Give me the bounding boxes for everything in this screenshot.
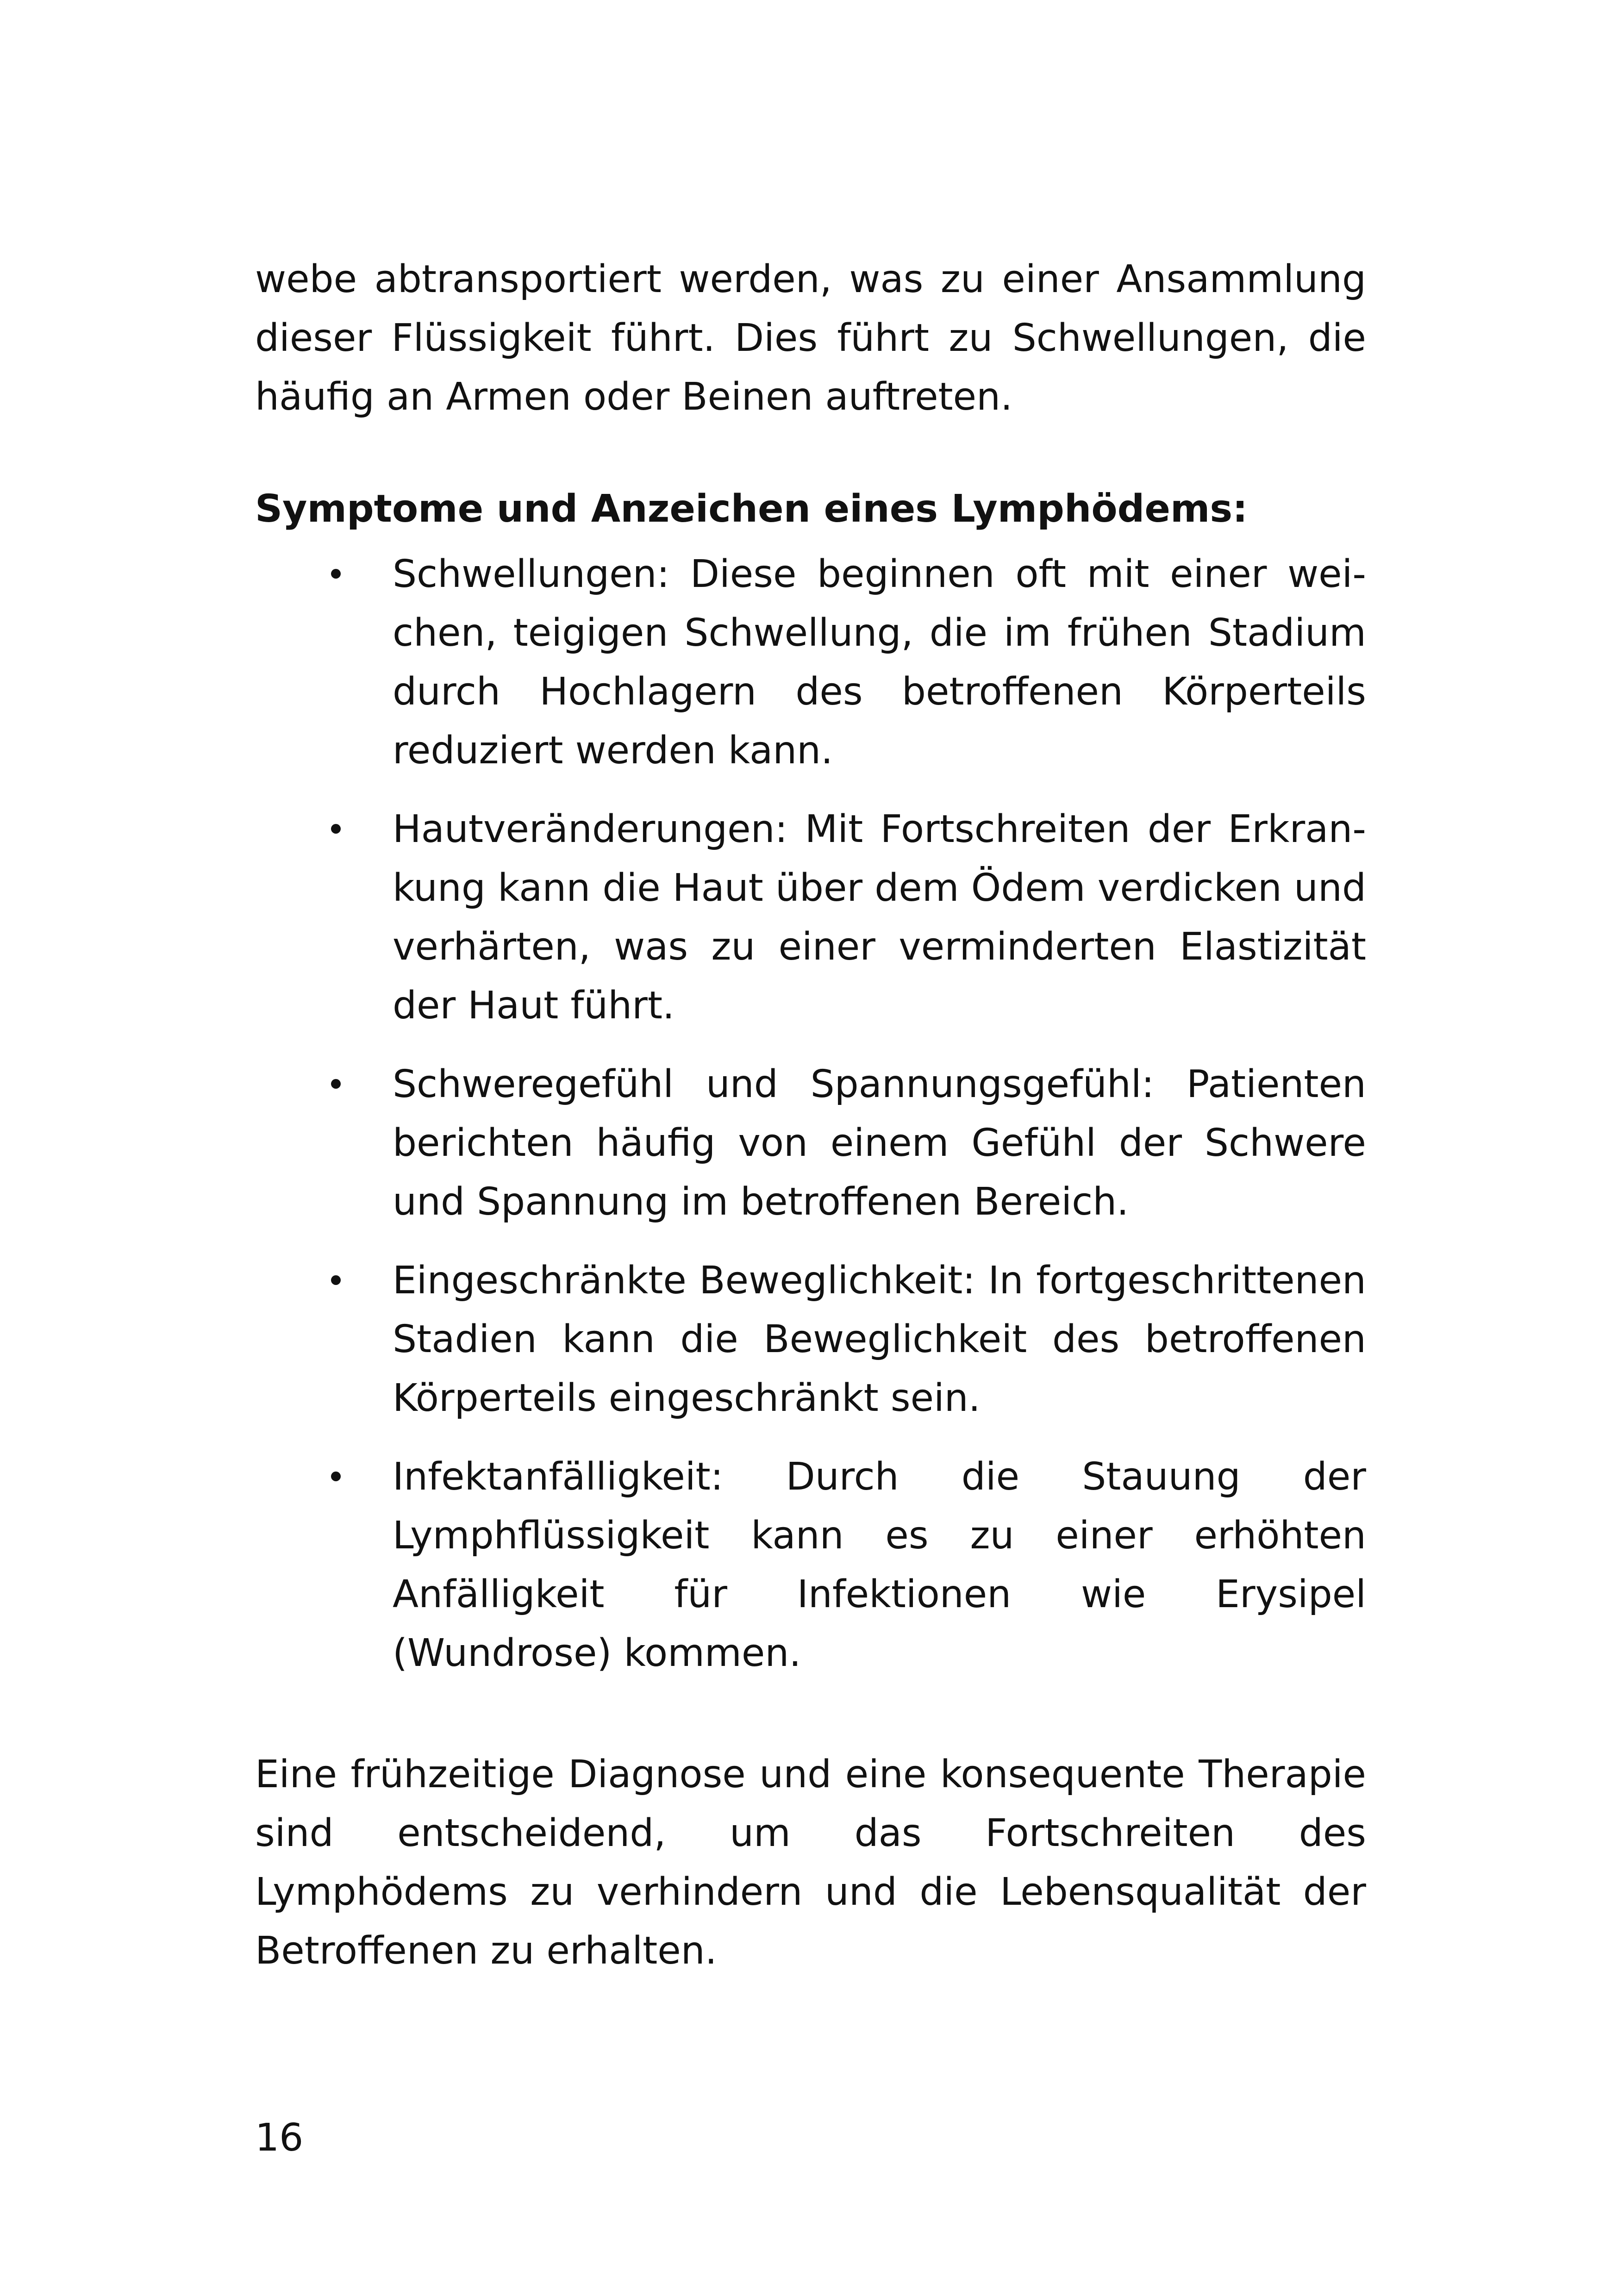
list-item — [255, 1251, 1366, 1428]
page-number: 16 — [255, 2116, 304, 2160]
list-item-text: Schwellungen: Diese beginnen oft mit einer weichen, teigigen Schwellung, die im frühen Stadium durch Hochlagern des betroffenen Körperteils reduziert werden kann. — [393, 552, 1366, 773]
bullet-icon — [331, 1079, 341, 1089]
list-item — [255, 1447, 1366, 1683]
closing-paragraph: Eine frühzeitige Diagnose und eine konsequente Therapie sind entscheidend, um das Fortschreiten des Lymphödems zu verhindern und die Lebensqualität der Betroffenen zu erhalten. — [255, 1752, 1366, 1973]
section-heading: Symptome und Anzeichen eines Lymphödems: — [255, 487, 1248, 531]
page-content — [255, 250, 1366, 1980]
list-item-text: Schweregefühl und Spannungsgefühl: Patienten berichten häufig von einem Gefühl der Schwere und Spannung im betroffenen Bereich. — [393, 1062, 1366, 1224]
bullet-icon — [331, 824, 341, 834]
bullet-icon — [331, 1472, 341, 1481]
bullet-icon — [331, 1275, 341, 1285]
list-item-text: Eingeschränkte Beweglichkeit: In fortgeschrittenen Stadien kann die Beweglichkeit des betroffenen Körperteils eingeschränkt sein. — [393, 1259, 1366, 1420]
list-item-text: Infektanfälligkeit: Durch die Stauung der Lymphflüssigkeit kann es zu einer erhöhten Anfälligkeit für Infektionen wie Erysipel (Wundrose) kommen. — [393, 1455, 1366, 1675]
list-item — [255, 545, 1366, 780]
bullet-icon — [331, 569, 341, 579]
list-item — [255, 800, 1366, 1035]
symptom-list — [255, 545, 1366, 1683]
list-item-text: Hautveränderungen: Mit Fortschreiten der Erkrankung kann die Haut über dem Ödem verdicken und verhärten, was zu einer verminderten Elastizität der Haut führt. — [393, 807, 1366, 1028]
intro-paragraph: webe abtransportiert werden, was zu einer Ansammlung dieser Flüssigkeit führt. Dies führt zu Schwellungen, die häufig an Armen oder Beinen auftreten. — [255, 257, 1366, 419]
list-item — [255, 1055, 1366, 1231]
